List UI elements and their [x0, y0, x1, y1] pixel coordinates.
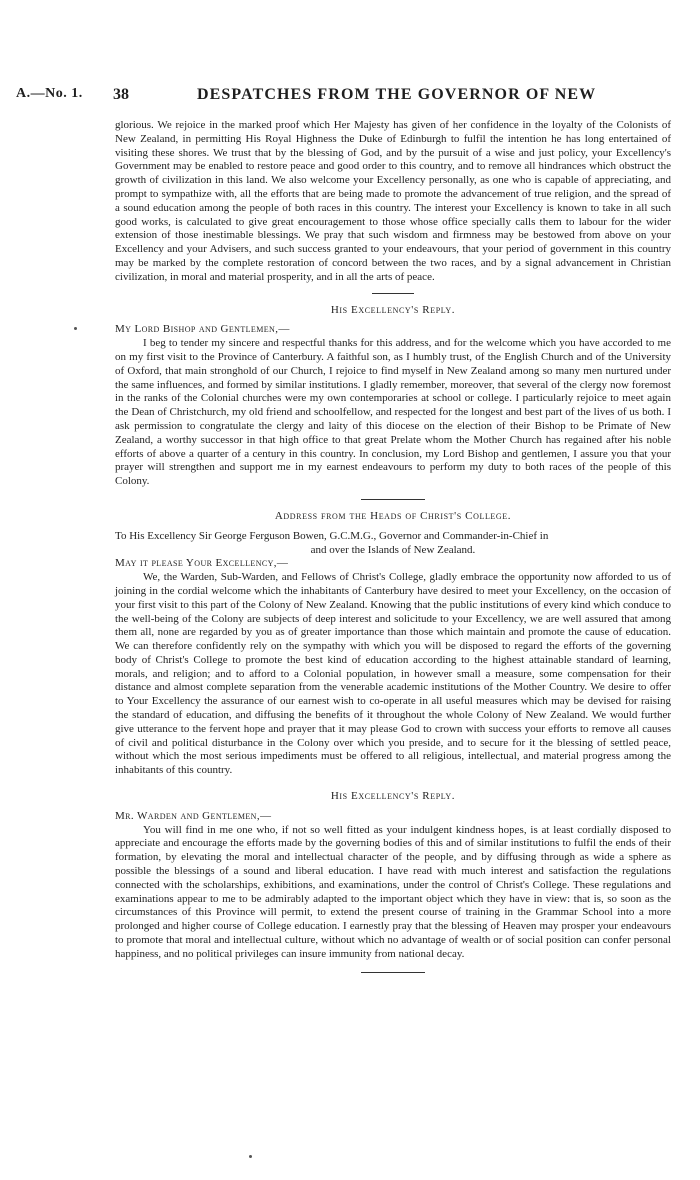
reply-paragraph: I beg to tender my sincere and respectful thanks for this address, and for the welcome which you have accorded to me on my first visit to the Province of Canterbury. A faithful son, as I humbly trust, of the English Church and of the University of Oxford, that main stronghold of our Church, I rejoice to find myself in New Zealand among so many men nurtured under the same influences, and formed by similar institutions. I gladly remember, moreover, that several of the clergy now foremost in the ranks of the Colonial churches were my own contemporaries at school or college. I particularly rejoice to meet again the Dean of Christchurch, my old friend and schoolfellow, and respected for the longest and best part of the lives of us both. I ask permission to congratulate the clergy and laity of this diocese on the election of their Bishop to be Primate of New Zealand, a worthy successor in that high office to that great Prelate whom the Mother Church has regained after his noble efforts of above a quarter of a century in this country. In conclusion, my Lord Bishop and gentlemen, I assure you that your prayer will strengthen and support me in my earnest endeavours to perform my duty to both races of the people of this Colony. [115, 337, 671, 488]
reply-heading: His Excellency's Reply. [330, 790, 456, 803]
address-salutation: May it please Your Excellency,— [115, 557, 289, 570]
address-paragraph: We, the Warden, Sub-Warden, and Fellows of Christ's College, gladly embrace the opportunity now afforded to us of joining in the cordial welcome which the inhabitants of Canterbury have desired to meet your Excellency, on the occasion of your first visit to this part of the Colony of New Zealand. Knowing that the public institutions of every kind which conduce to the well-being of the Colony are subjects of deep interest and solicitude to your Excellency, we are well assured that among them all, none are regarded by you as of greater importance than those which maintain and promote the cause of education. We can therefore confidently rely on the sympathy with which you will be disposed to regard the efforts of the governing body of Christ's College to promote the best kind of education according to the highest attainable standard of learning, morals, and religion; and to afford to a Colonial population, in however small a measure, some compensation for their distance and almost complete separation from the venerable academic institutions of the Mother Country. We desire to offer to Your Excellency the assurance of our earnest wish to co-operate in all useful measures which may be devised for raising the standard of education, and diffusing the benefits of it throughout the whole Colony of New Zealand. We would further give utterance to the fervent hope and prayer that it may please God to crown with success your efforts to remove all causes of civil and political disturbance in the Colony over which you preside, and to secure for it the blessing of settled peace, without which the most serious impediments must be offered to all religious, intellectual, and material progress among the inhabitants of this country. [115, 571, 671, 777]
reply-salutation: Mr. Warden and Gentlemen,— [115, 809, 272, 822]
margin-mark [249, 1155, 252, 1158]
reply-heading: His Excellency's Reply. [330, 303, 456, 316]
reply-salutation: My Lord Bishop and Gentlemen,— [115, 323, 290, 336]
addressee [115, 530, 671, 558]
section-divider [372, 293, 414, 294]
page-number: 38 [113, 86, 129, 103]
address-paragraph-continued: glorious. We rejoice in the marked proof which Her Majesty has given of her confidence in the loyalty of the Colonists of New Zealand, in permitting His Royal Highness the Duke of Edinburgh to fulfil the intention he has long entertained of visiting these shores. We trust that by the blessing of God, and by the pursuit of a wise and just policy, your Excellency's Government may be enabled to restore peace and good order to this country, and to remove all hindrances which obstruct the growth of civilization in this land. We also welcome your Excellency personally, as one who is capable of appreciating, and prompt to sympathize with, all the efforts that are being made to promote the advancement of true religion, and the spread of a sound education among the people of both races in this country. The interest your Excellency is known to take in all such good works, is calculated to give great encouragement to those whose office specially calls them to labour for the wider extension of those inestimable blessings. We pray that such wisdom and firmness may be bestowed from above on your Excellency and your Advisers, and such success granted to your endeavours, that your period of government in this country may be marked by the complete restoration of concord between the two races, and by a signal advancement in Christian civilization, in moral and material prosperity, and in all the arts of peace. [115, 119, 671, 283]
address-heading: Address from the Heads of Christ's College. [274, 509, 512, 522]
series-number: A.—No. 1. [16, 86, 83, 101]
addressee-line: To His Excellency Sir George Ferguson Bowen, G.C.M.G., Governor and Commander-in-Chief in [115, 529, 549, 542]
section-divider [361, 499, 425, 500]
addressee-line-continued: and over the Islands of New Zealand. [310, 543, 476, 556]
reply-paragraph: You will find in me one who, if not so well fitted as your indulgent kindness hopes, is at least cordially disposed to appreciate and encourage the efforts made by the governing bodies of this and of similar institutions to fulfil the ends of their formation, by elevating the moral and intellectual character of the people, and by diffusing through as wide a sphere as possible the blessings of a sound and liberal education. I have read with much interest and satisfaction the regulations connected with the scholarships, exhibitions, and examinations, under the control of Christ's College. These regulations and examinations appear to me to be admirably adapted to the important object which they have in view: that is, so soon as the circumstances of this Province will permit, to extend the present course of training in the Grammar School into a more prolonged and higher course of College education. I earnestly pray that the blessing of Heaven may prosper your endeavours to promote that moral and intellectual culture, without which no advantage of wealth or of social position can confer personal happiness, and no political privileges can insure immunity from national decay. [115, 823, 671, 960]
page-header [0, 86, 700, 108]
end-divider [361, 972, 425, 973]
margin-mark [74, 327, 77, 330]
running-title: DESPATCHES FROM THE GOVERNOR OF NEW [197, 86, 597, 103]
page-body [115, 119, 671, 983]
